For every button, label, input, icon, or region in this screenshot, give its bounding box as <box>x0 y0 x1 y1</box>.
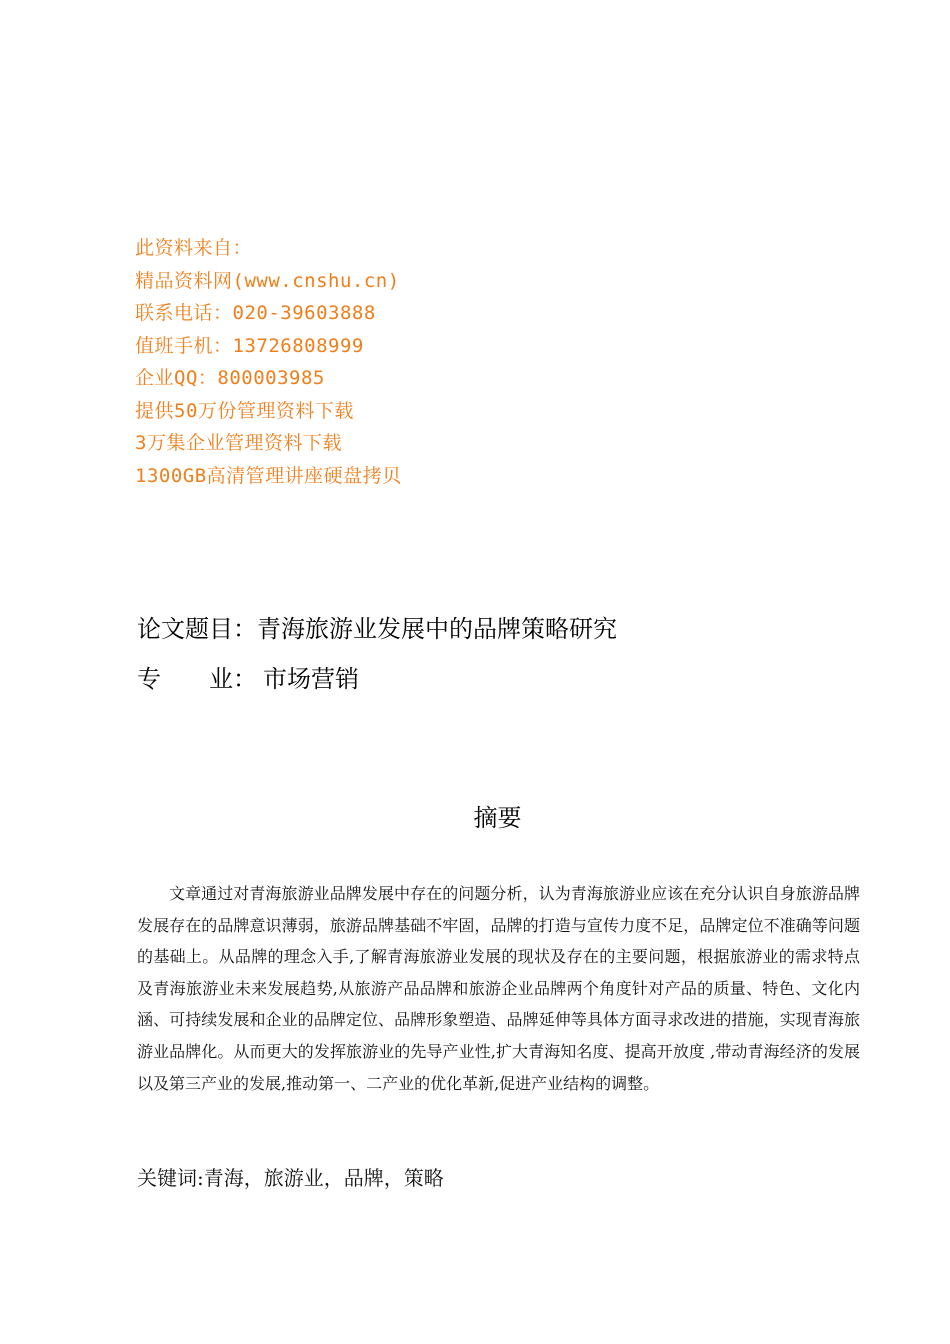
keywords <box>137 1162 837 1191</box>
abstract-body: 文章通过对青海旅游业品牌发展中存在的问题分析，认为青海旅游业应该在充分认识自身旅游品牌发展存在的品牌意识薄弱，旅游品牌基础不牢固，品牌的打造与宣传力度不足，品牌定位不准确等问题的基础上。从品牌的理念入手,了解青海旅游业发展的现状及存在的主要问题，根据旅游业的需求特点及青海旅游业未来发展趋势,从旅游产品品牌和旅游企业品牌两个角度针对产品的质量、特色、文化内涵、可持续发展和企业的品牌定位、品牌形象塑造、品牌延伸等具体方面寻求改进的措施，实现青海旅游业品牌化。从而更大的发挥旅游业的先导产业性,扩大青海知名度、提高开放度 ,带动青海经济的发展以及第三产业的发展,推动第一、二产业的优化革新,促进产业结构的调整。 <box>137 884 860 1093</box>
keywords-value: 青海，旅游业，品牌，策略 <box>203 1166 444 1190</box>
thesis-title <box>137 609 837 644</box>
thesis-major-label: 专 业： <box>137 665 257 693</box>
abstract-heading: 摘要 <box>473 804 522 832</box>
thesis-title-label: 论文题目： <box>137 615 257 643</box>
source-notice-line: 提供50万份管理资料下载 <box>135 399 354 422</box>
source-notice-line: 精品资料网(www.cnshu.cn) <box>135 269 400 292</box>
source-notice-line: 值班手机：13726808999 <box>135 334 364 357</box>
thesis-major-value: 市场营销 <box>263 665 359 693</box>
source-notice-line: 1300GB高清管理讲座硬盘拷贝 <box>135 464 402 487</box>
keywords-label: 关键词: <box>137 1166 204 1190</box>
source-notice <box>135 232 735 492</box>
source-notice-line: 此资料来自： <box>135 237 253 259</box>
source-notice-line: 3万集企业管理资料下载 <box>135 432 342 454</box>
thesis-major <box>137 659 837 694</box>
thesis-title-value: 青海旅游业发展中的品牌策略研究 <box>257 615 617 643</box>
source-notice-line: 联系电话：020-39603888 <box>135 302 376 324</box>
source-notice-line: 企业QQ：800003985 <box>135 367 325 389</box>
